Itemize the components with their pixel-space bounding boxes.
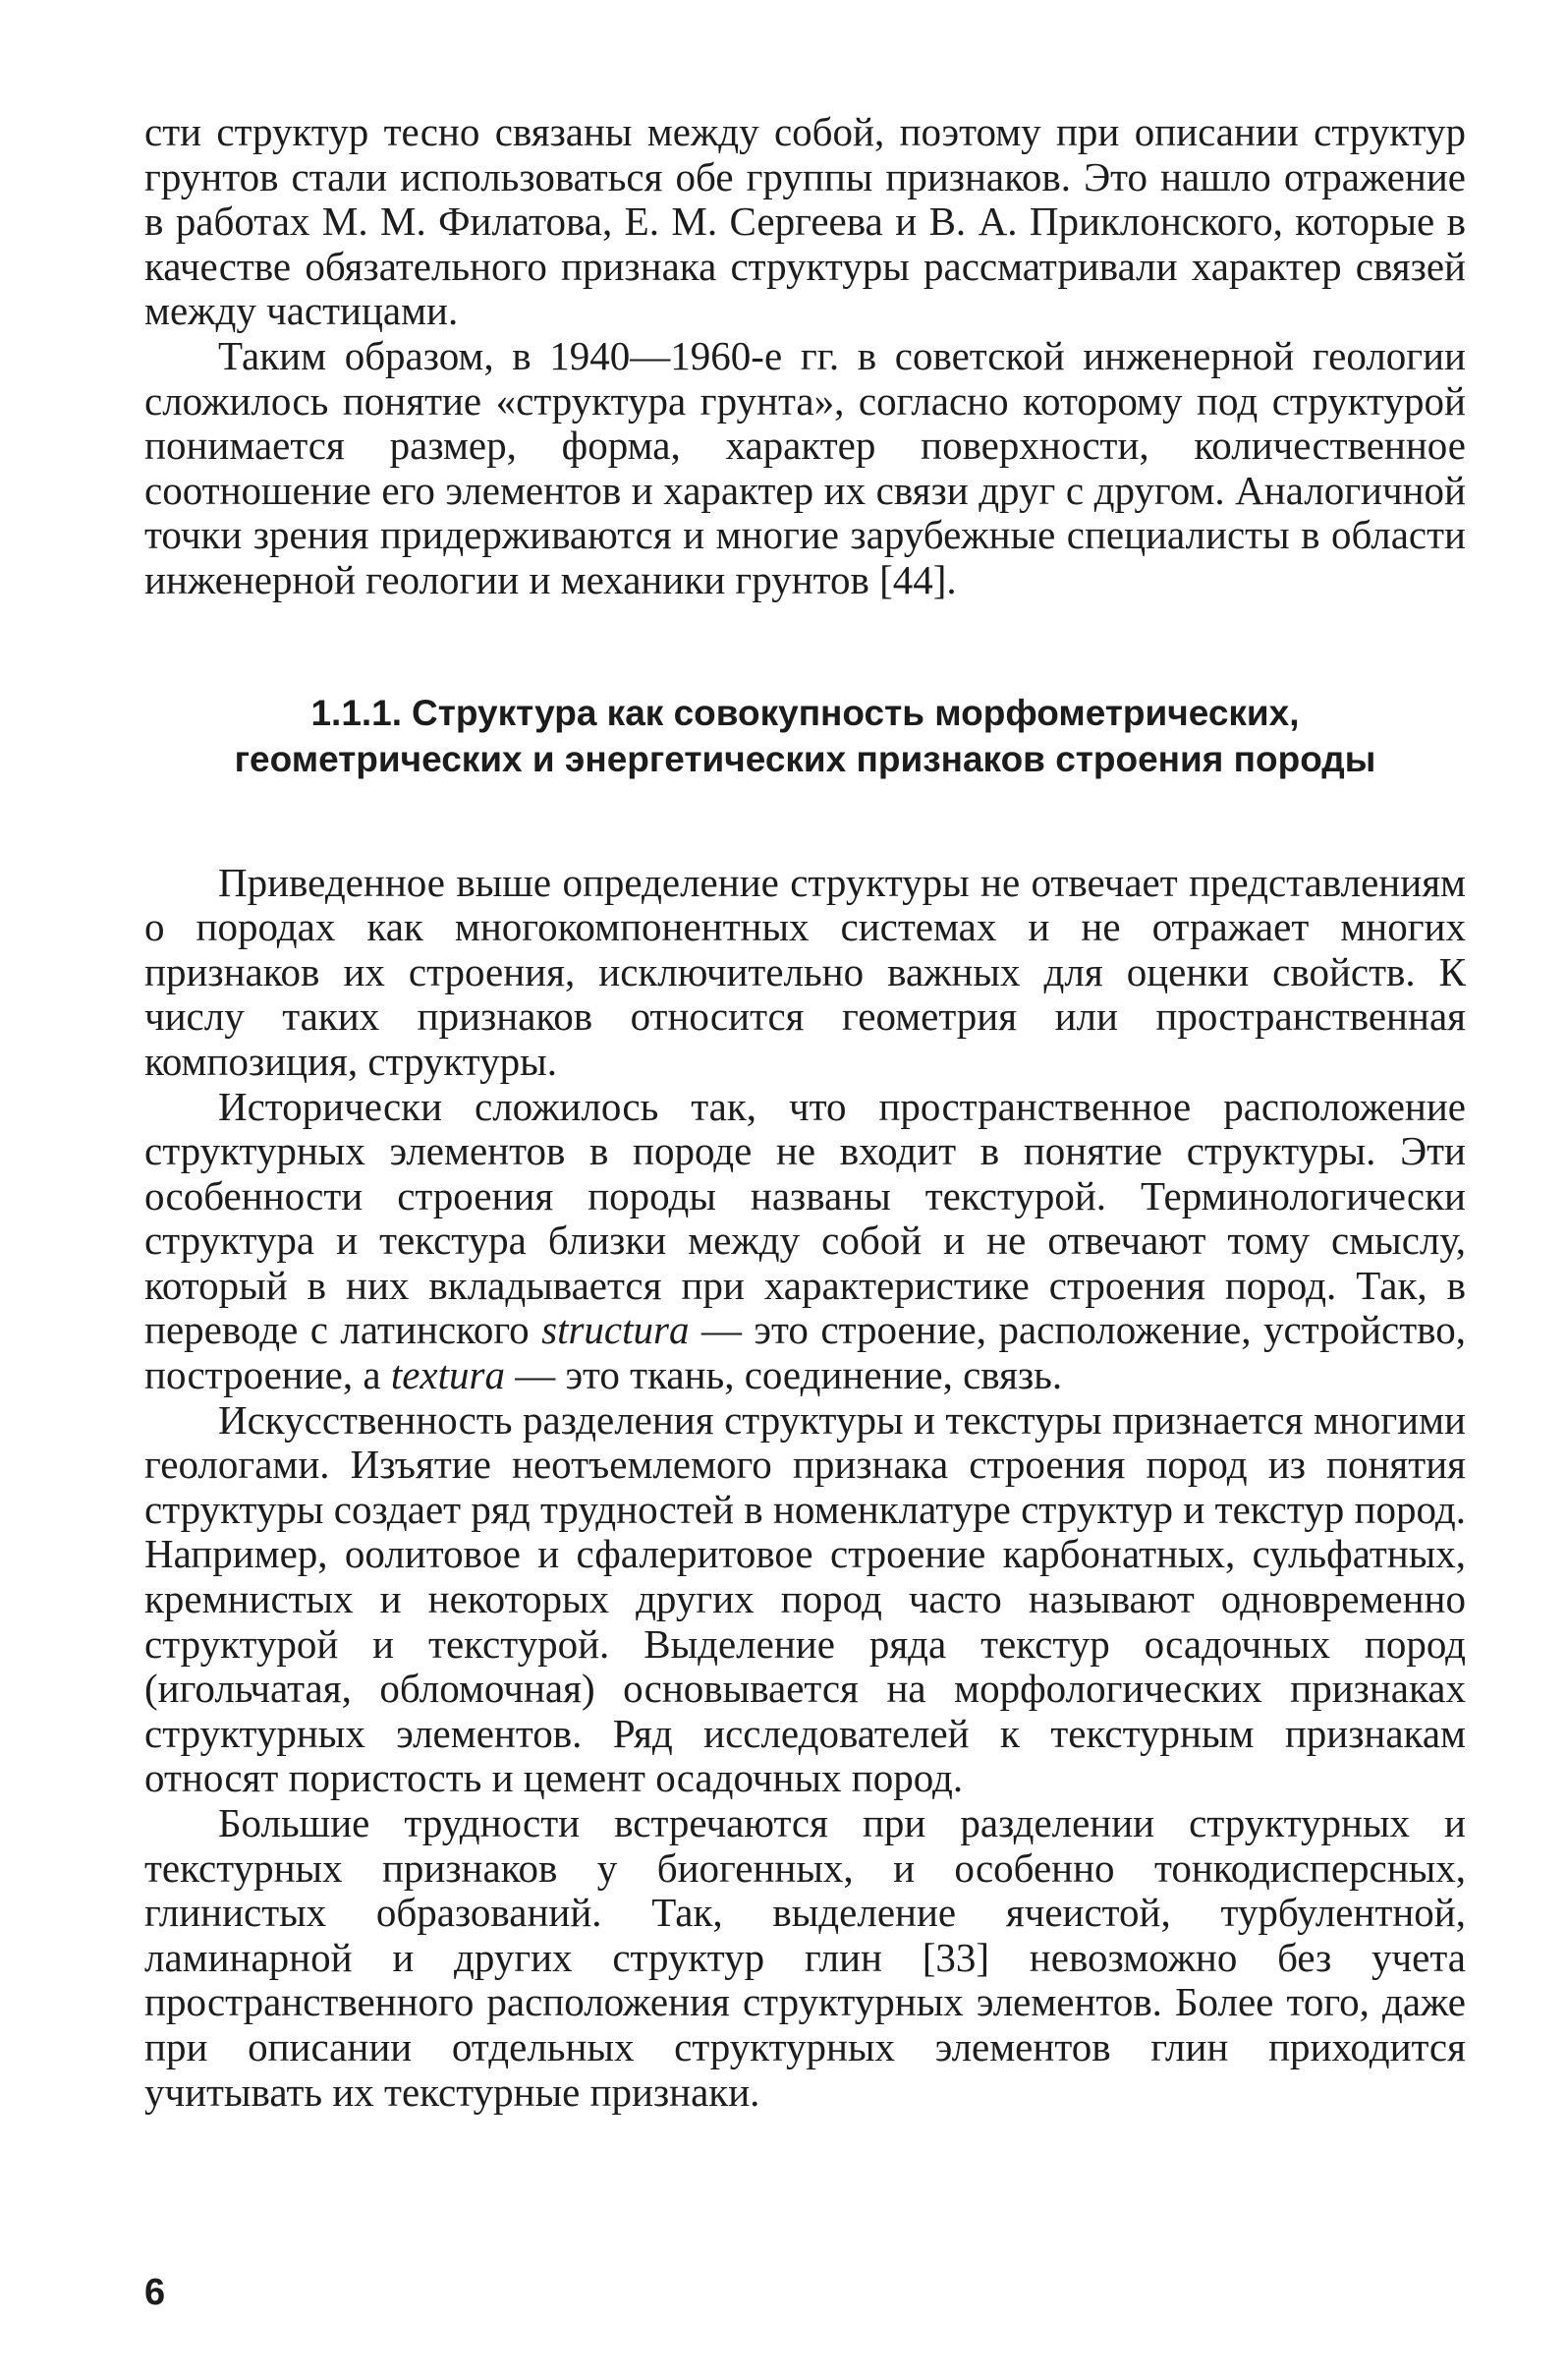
page-number: 6 (144, 2272, 166, 2313)
paragraph-difficulties: Большие трудности встречаются при разделении структурных и текстурных признаков у биогенных, и особенно тонкодисперсных, глинистых образований. Так, выделение ячеистой, турбулентной, ламинарной и других структур глин [33] невозможно без учета пространственного расположения структурных элементов. Более того, даже при описании отдельных структурных элементов глин приходится учитывать их текстурные признаки. (144, 1800, 1466, 2115)
latin-term-textura: textura (390, 1352, 505, 1398)
paragraph-history-text-3: — это ткань, соединение, связь. (504, 1352, 1063, 1398)
paragraph-history (144, 1085, 1466, 1398)
section-title: Структура как совокупность морфометрических, геометрических и энергетических признаков строения породы (234, 692, 1376, 779)
section-heading (144, 690, 1466, 782)
section-number: 1.1.1. (310, 692, 403, 733)
paragraph-history-text-2: — это строение, расположение, устройство, построение, а (144, 1307, 1466, 1398)
paragraph-artificiality: Искусственность разделения структуры и текстуры признается многими геологами. Изъятие неотъемлемого признака строения пород из понятия структуры создает ряд трудностей в номенклатуре структур и текстур пород. Например, оолитовое и сфалеритовое строение карбонатных, сульфатных, кремнистых и некоторых других пород часто называют одновременно структурой и текстурой. Выделение ряда текстур осадочных пород (игольчатая, обломочная) основывается на морфологических признаках структурных элементов. Ряд исследователей к текстурным признакам относят пористость и цемент осадочных пород. (144, 1396, 1466, 1801)
paragraph-definition: Приведенное выше определение структуры не отвечает представлениям о породах как многокомпонентных системах и не отражает многих признаков их строения, исключительно важных для оценки свойств. К числу таких признаков относится геометрия или пространственная композиция, структуры. (144, 859, 1466, 1084)
paragraph-continuation: сти структур тесно связаны между собой, поэтому при описании структур грунтов стали использоваться обе группы признаков. Это нашло отражение в работах М. М. Филатова, Е. М. Сергеева и В. А. Приклонского, которые в качестве обязательного признака структуры рассматривали характер связей между частицами. (144, 109, 1466, 334)
paragraph-history-text-1: Исторически сложилось так, что пространственное расположение структурных элементов в породе не входит в понятие структуры. Эти особенности строения породы названы текстурой. Терминологически структура и текстура близки между собой и не отвечают тому смыслу, который в них вкладывается при характеристике строения пород. Так, в переводе с латинского (144, 1083, 1466, 1353)
latin-term-structura: structura (541, 1307, 690, 1353)
book-page (144, 110, 1466, 2115)
paragraph-summary: Таким образом, в 1940—1960-е гг. в советской инженерной геологии сложилось понятие «структура грунта», согласно которому под структурой понимается размер, форма, характер поверхности, количественное соотношение его элементов и характер их связи друг с другом. Аналогичной точки зрения придерживаются и многие зарубежные специалисты в области инженерной геологии и механики грунтов [44]. (144, 332, 1466, 602)
